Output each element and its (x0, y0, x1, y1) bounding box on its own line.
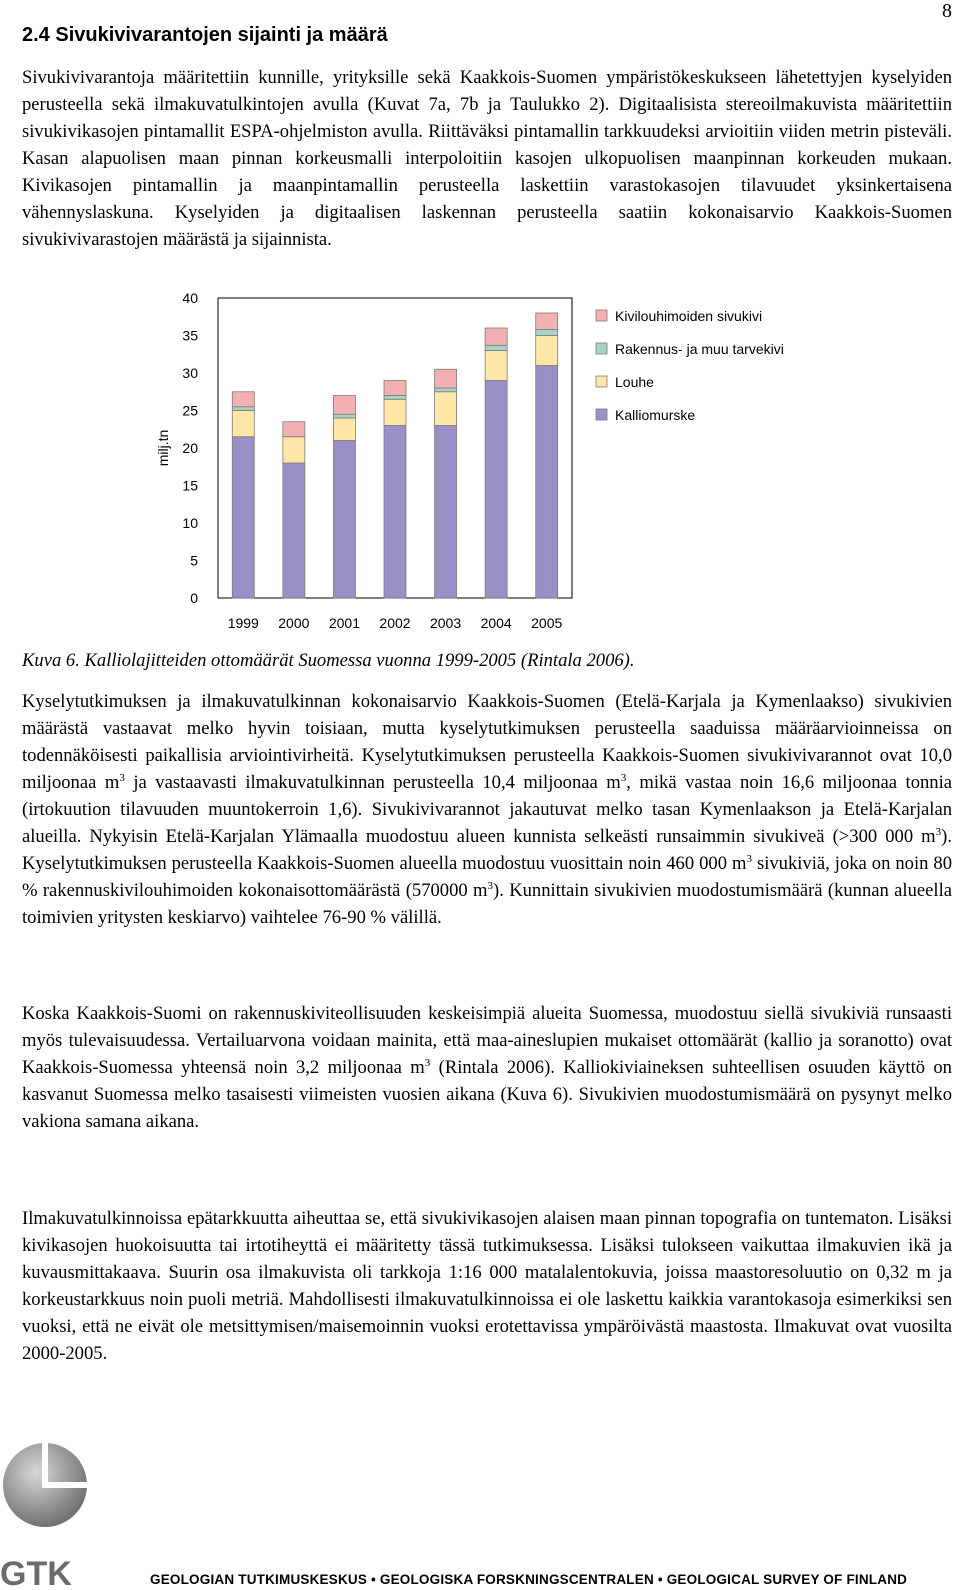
x-tick-label: 2003 (429, 615, 462, 631)
y-axis-label: milj.tn (155, 429, 171, 467)
logo-text: GTK (0, 1555, 72, 1590)
legend-swatch (596, 343, 607, 354)
legend-swatch (596, 409, 607, 420)
bar-segment (283, 422, 305, 437)
x-tick-label: 2005 (531, 615, 563, 631)
page-number: 8 (942, 0, 952, 22)
bar-segment (536, 366, 558, 599)
legend-swatch (596, 310, 607, 321)
y-tick-label: 40 (182, 290, 198, 306)
y-tick-label: 20 (182, 440, 198, 456)
legend-swatch (596, 376, 607, 387)
bar-segment (435, 426, 457, 599)
footer-text: GEOLOGIAN TUTKIMUSKESKUS • GEOLOGISKA FORSKNINGSCENTRALEN • GEOLOGICAL SURVEY OF FINLAND (150, 1572, 908, 1587)
gtk-logo (0, 1440, 140, 1590)
y-tick-label: 5 (190, 552, 198, 569)
bar-segment (333, 396, 355, 415)
bar-segment (435, 388, 457, 392)
bar-segment (232, 437, 254, 598)
legend-label: Rakennus- ja muu tarvekivi (615, 341, 784, 357)
bar-segment (485, 351, 507, 381)
y-tick-label: 35 (182, 327, 198, 344)
bar-segment (485, 345, 507, 350)
bar-segment (485, 381, 507, 599)
x-tick-label: 1999 (227, 615, 259, 631)
paragraph-4: Ilmakuvatulkinnoissa epätarkkuutta aiheuttaa se, että sivukivikasojen alaisen maan pinnan topografia on tuntematon. Lisäksi kivikasojen huokoisuutta tai irtotiheyttä ei määritetty tässä tutkimuksessa. Lisäksi tulokseen vaikuttaa ilmakuvien ikä ja kuvausmittakaava. Suurin osa ilmakuvista oli tarkkoja 1:16 000 matalalentokuvia, joissa maastoresoluutio on 0,32 m ja korkeustarkkuus noin puoli metriä. Mahdollisesti ilmakuvatulkinnoissa ei ole laskettu kaikkia varantokasoja esimerkiksi sen vuoksi, että ne eivät ole metsittymisen/maisemoinnin vuoksi erotettavissa ympäröivästä maastosta. Ilmakuvat ovat vuosilta 2000-2005. (22, 1208, 952, 1364)
bar-segment (384, 426, 406, 599)
bar-segment (333, 441, 355, 599)
bar-segment (435, 369, 457, 388)
bar-segment (536, 330, 558, 336)
y-tick-label: 0 (190, 590, 198, 606)
bar-segment (485, 328, 507, 345)
legend-label: Kalliomurske (615, 407, 696, 423)
bar-segment (384, 399, 406, 425)
bar-segment (384, 396, 406, 400)
bar-segment (536, 313, 558, 330)
legend-label: Kivilouhimoiden sivukivi (615, 308, 763, 324)
bar-segment (232, 411, 254, 437)
section-heading: 2.4 Sivukivivarantojen sijainti ja määrä (22, 24, 388, 46)
bar-segment (283, 463, 305, 598)
y-tick-label: 30 (182, 365, 198, 381)
figure-caption: Kuva 6. Kalliolajitteiden ottomäärät Suomessa vuonna 1999-2005 (Rintala 2006). (22, 650, 635, 671)
paragraph-1: Sivukivivarantoja määritettiin kunnille, yrityksille sekä Kaakkois-Suomen ympäristökeskukseen lähetettyjen kyselyiden perusteella sekä ilmakuvatulkintojen avulla (Kuvat 7a, 7b ja Taulukko 2). Digitaalisista stereoilmakuvista määritettiin sivukivikasojen pintamallit ESPA-ohjelmiston avulla. Riittäväksi pintamallin tarkkuudeksi arvioitiin viiden metrin pisteväli. Kasan alapuolisen maan pinnan korkeusmalli interpoloitiin kasojen ulkopuolisen maanpinnan korkeuden mukaan. Kivikasojen pintamallin ja maanpintamallin perusteella laskettiin varastokasojen tilavuudet yksinkertaisena vähennyslaskuna. Kyselyiden ja digitaalisen laskennan perusteella saatiin kokonaisarvio Kaakkois-Suomen sivukivivarastojen määrästä ja sijainnista. (22, 67, 952, 250)
bar-segment (283, 437, 305, 463)
bar-segment (232, 407, 254, 411)
y-tick-label: 10 (182, 515, 198, 531)
legend-label: Louhe (615, 374, 654, 390)
bar-segment (232, 392, 254, 407)
paragraph-2: Kyselytutkimuksen ja ilmakuvatulkinnan kokonaisarvio Kaakkois-Suomen (Etelä-Karjala ja Kymenlaakso) sivukivien määrästä vastaavat melko hyvin toisiaan, mutta kyselytutkimuksen perusteella saaduissa määräarvioinneissa on todennäköisesti paikallisia arviointivirheitä. Kyselytutkimuksen perusteella Kaakkois-Suomen sivukivivarannot ovat 10,0 miljoonaa $m^3$ ja vastaavasti ilmakuvatulkinnan perusteella 10,4 miljoonaa $m^3$, mikä vastaa noin 16,6 miljoonaa tonnia (irtokuution tilavuuden muuntokerroin 1,6). Sivukivivarannot jakautuvat melko tasan Kymenlaakson ja Etelä-Karjalan alueilla. Nykyisin Etelä-Karjalan Ylämaalla muodostuu alueen kunnista selkeästi runsaimmin sivukiveä (>300 000 $m^3$). Kyselytutkimuksen perusteella Kaakkois-Suomen alueella muodostuu vuosittain noin 460 000 $m^3$ sivukiviä, joka on noin 80 % rakennuskivilouhimoiden kokonaisottomäärästä (570000 $m^3$). Kunnittain sivukivien muodostumismäärä (kunnan alueella toimivien yritysten keskiarvo) vaihtelee 76-90 % välillä. (22, 691, 953, 928)
bar-segment (333, 418, 355, 441)
bar-segment (384, 381, 406, 396)
bar-segment (435, 392, 457, 426)
x-tick-label: 2004 (480, 615, 512, 631)
x-tick-label: 2002 (379, 615, 411, 631)
bar-segment (536, 336, 558, 366)
x-tick-label: 2000 (278, 615, 310, 631)
y-tick-label: 15 (182, 477, 198, 494)
stacked-bar-chart (150, 290, 830, 635)
bar-segment (333, 414, 355, 418)
x-tick-label: 2001 (328, 615, 361, 631)
paragraph-3: Koska Kaakkois-Suomi on rakennuskiviteollisuuden keskeisimpiä alueita Suomessa, muodostuu siellä sivukiviä runsaasti myös tulevaisuudessa. Vertailuarvona voidaan mainita, että maa-aineslupien mukaiset ottomäärät (kallio ja soranotto) ovat Kaakkois-Suomessa yhteensä noin 3,2 miljoonaa $m^3$ (Rintala 2006). Kalliokiviaineksen suhteellisen osuuden käyttö on kasvanut Suomessa melko tasaisesti viimeisten vuosien aikana (Kuva 6). Sivukivien muodostumismäärä on pysynyt melko vakiona samana aikana. (22, 1003, 952, 1132)
y-tick-label: 25 (182, 402, 198, 419)
